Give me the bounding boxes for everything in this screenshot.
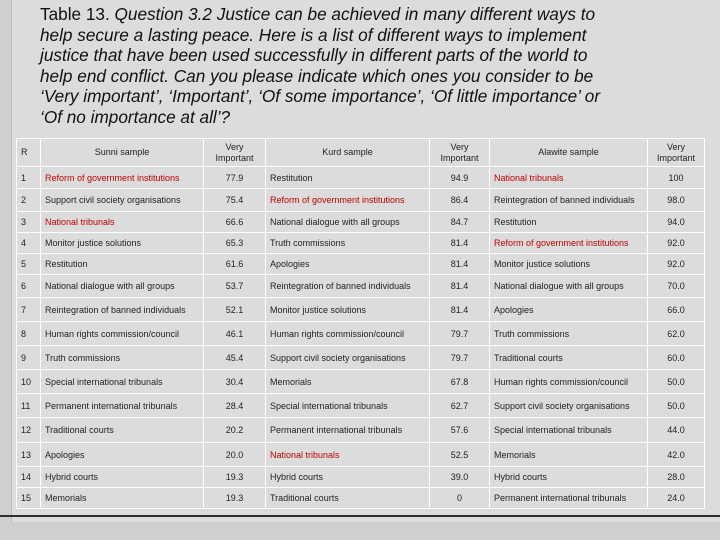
kurd-method-cell: Special international tribunals	[266, 394, 430, 418]
alawite-method-cell: Reform of government institutions	[490, 233, 648, 254]
header-rank: R	[17, 139, 41, 167]
rank-cell: 1	[17, 167, 41, 189]
kurd-method-cell: Restitution	[266, 167, 430, 189]
sunni-method-cell: Memorials	[41, 488, 204, 509]
alawite-value-cell: 92.0	[648, 233, 705, 254]
header-kurd-very-important: Very Important	[430, 139, 490, 167]
sunni-method-cell: National tribunals	[41, 212, 204, 233]
kurd-method-cell: Support civil society organisations	[266, 346, 430, 370]
alawite-method-cell: Memorials	[490, 443, 648, 467]
kurd-value-cell: 67.8	[430, 370, 490, 394]
sunni-method-cell: Apologies	[41, 443, 204, 467]
sunni-method-cell: Human rights commission/council	[41, 322, 204, 346]
kurd-method-cell: Hybrid courts	[266, 467, 430, 488]
kurd-value-cell: 94.9	[430, 167, 490, 189]
rank-cell: 15	[17, 488, 41, 509]
sunni-value-cell: 19.3	[204, 467, 266, 488]
sunni-value-cell: 65.3	[204, 233, 266, 254]
sunni-value-cell: 19.3	[204, 488, 266, 509]
sunni-method-cell: Reintegration of banned individuals	[41, 298, 204, 322]
alawite-value-cell: 24.0	[648, 488, 705, 509]
alawite-method-cell: Restitution	[490, 212, 648, 233]
header-sunni-very-important: Very Important	[204, 139, 266, 167]
sunni-method-cell: Monitor justice solutions	[41, 233, 204, 254]
table-row	[17, 370, 705, 394]
kurd-value-cell: 81.4	[430, 233, 490, 254]
table-header-row	[17, 139, 705, 167]
sunni-value-cell: 77.9	[204, 167, 266, 189]
slide-bottom-frame	[0, 522, 720, 540]
alawite-value-cell: 42.0	[648, 443, 705, 467]
alawite-method-cell: Human rights commission/council	[490, 370, 648, 394]
slide-left-frame	[0, 0, 12, 540]
alawite-value-cell: 50.0	[648, 370, 705, 394]
alawite-method-cell: Permanent international tribunals	[490, 488, 648, 509]
sunni-value-cell: 75.4	[204, 189, 266, 212]
alawite-method-cell: Traditional courts	[490, 346, 648, 370]
table-body	[17, 167, 705, 509]
rank-cell: 9	[17, 346, 41, 370]
rank-cell: 12	[17, 418, 41, 443]
alawite-value-cell: 94.0	[648, 212, 705, 233]
kurd-value-cell: 0	[430, 488, 490, 509]
alawite-value-cell: 44.0	[648, 418, 705, 443]
alawite-value-cell: 70.0	[648, 275, 705, 298]
kurd-value-cell: 79.7	[430, 322, 490, 346]
sunni-value-cell: 20.2	[204, 418, 266, 443]
title-lead: Table 13.	[40, 4, 115, 24]
kurd-method-cell: National tribunals	[266, 443, 430, 467]
header-alawite-very-important: Very Important	[648, 139, 705, 167]
alawite-method-cell: Reintegration of banned individuals	[490, 189, 648, 212]
kurd-value-cell: 52.5	[430, 443, 490, 467]
sunni-method-cell: Truth commissions	[41, 346, 204, 370]
alawite-value-cell: 60.0	[648, 346, 705, 370]
kurd-method-cell: Monitor justice solutions	[266, 298, 430, 322]
sunni-value-cell: 53.7	[204, 275, 266, 298]
alawite-method-cell: Apologies	[490, 298, 648, 322]
kurd-value-cell: 39.0	[430, 467, 490, 488]
kurd-method-cell: Permanent international tribunals	[266, 418, 430, 443]
rank-cell: 13	[17, 443, 41, 467]
rank-cell: 7	[17, 298, 41, 322]
kurd-value-cell: 57.6	[430, 418, 490, 443]
table-row	[17, 189, 705, 212]
kurd-value-cell: 81.4	[430, 254, 490, 275]
kurd-method-cell: Traditional courts	[266, 488, 430, 509]
sunni-method-cell: National dialogue with all groups	[41, 275, 204, 298]
table-row	[17, 418, 705, 443]
sunni-value-cell: 45.4	[204, 346, 266, 370]
ranking-table	[16, 138, 705, 509]
kurd-method-cell: Memorials	[266, 370, 430, 394]
alawite-method-cell: Truth commissions	[490, 322, 648, 346]
header-sunni-sample: Sunni sample	[41, 139, 204, 167]
alawite-method-cell: National tribunals	[490, 167, 648, 189]
rank-cell: 3	[17, 212, 41, 233]
sunni-method-cell: Restitution	[41, 254, 204, 275]
kurd-method-cell: Apologies	[266, 254, 430, 275]
alawite-method-cell: Special international tribunals	[490, 418, 648, 443]
alawite-value-cell: 66.0	[648, 298, 705, 322]
table-row	[17, 212, 705, 233]
table-row	[17, 322, 705, 346]
alawite-method-cell: Support civil society organisations	[490, 394, 648, 418]
kurd-value-cell: 86.4	[430, 189, 490, 212]
kurd-value-cell: 81.4	[430, 275, 490, 298]
alawite-method-cell: National dialogue with all groups	[490, 275, 648, 298]
table-row	[17, 233, 705, 254]
rank-cell: 5	[17, 254, 41, 275]
alawite-value-cell: 92.0	[648, 254, 705, 275]
kurd-method-cell: Truth commissions	[266, 233, 430, 254]
sunni-method-cell: Reform of government institutions	[41, 167, 204, 189]
table-row	[17, 394, 705, 418]
rank-cell: 4	[17, 233, 41, 254]
sunni-value-cell: 46.1	[204, 322, 266, 346]
table-row	[17, 443, 705, 467]
sunni-method-cell: Hybrid courts	[41, 467, 204, 488]
title-question: Question 3.2 Justice can be achieved in many different ways to help secure a lasting peace. Here is a list of different ways to implement justice that have been used successfully in different parts of the world to help end conflict. Can you please indicate which ones you consider to be ‘Very important’, ‘Important’, ‘Of some importance’, ‘Of little importance’ or ‘Of no importance at all’?	[40, 4, 601, 127]
kurd-method-cell: Reform of government institutions	[266, 189, 430, 212]
sunni-value-cell: 52.1	[204, 298, 266, 322]
kurd-value-cell: 81.4	[430, 298, 490, 322]
table-row	[17, 346, 705, 370]
alawite-value-cell: 100	[648, 167, 705, 189]
rank-cell: 10	[17, 370, 41, 394]
sunni-method-cell: Support civil society organisations	[41, 189, 204, 212]
kurd-value-cell: 79.7	[430, 346, 490, 370]
alawite-value-cell: 50.0	[648, 394, 705, 418]
header-kurd-sample: Kurd sample	[266, 139, 430, 167]
kurd-value-cell: 62.7	[430, 394, 490, 418]
kurd-value-cell: 84.7	[430, 212, 490, 233]
sunni-value-cell: 20.0	[204, 443, 266, 467]
table-row	[17, 488, 705, 509]
rank-cell: 2	[17, 189, 41, 212]
table-row	[17, 298, 705, 322]
table-row	[17, 275, 705, 298]
kurd-method-cell: Human rights commission/council	[266, 322, 430, 346]
sunni-value-cell: 28.4	[204, 394, 266, 418]
rank-cell: 6	[17, 275, 41, 298]
header-alawite-sample: Alawite sample	[490, 139, 648, 167]
alawite-value-cell: 62.0	[648, 322, 705, 346]
table-row	[17, 167, 705, 189]
table-row	[17, 254, 705, 275]
rank-cell: 8	[17, 322, 41, 346]
slide-bottom-rule	[0, 515, 720, 517]
alawite-method-cell: Monitor justice solutions	[490, 254, 648, 275]
slide-title	[40, 4, 620, 128]
sunni-method-cell: Special international tribunals	[41, 370, 204, 394]
kurd-method-cell: National dialogue with all groups	[266, 212, 430, 233]
kurd-method-cell: Reintegration of banned individuals	[266, 275, 430, 298]
sunni-method-cell: Traditional courts	[41, 418, 204, 443]
alawite-value-cell: 98.0	[648, 189, 705, 212]
alawite-method-cell: Hybrid courts	[490, 467, 648, 488]
sunni-value-cell: 61.6	[204, 254, 266, 275]
rank-cell: 11	[17, 394, 41, 418]
sunni-value-cell: 30.4	[204, 370, 266, 394]
rank-cell: 14	[17, 467, 41, 488]
sunni-value-cell: 66.6	[204, 212, 266, 233]
alawite-value-cell: 28.0	[648, 467, 705, 488]
table-row	[17, 467, 705, 488]
sunni-method-cell: Permanent international tribunals	[41, 394, 204, 418]
